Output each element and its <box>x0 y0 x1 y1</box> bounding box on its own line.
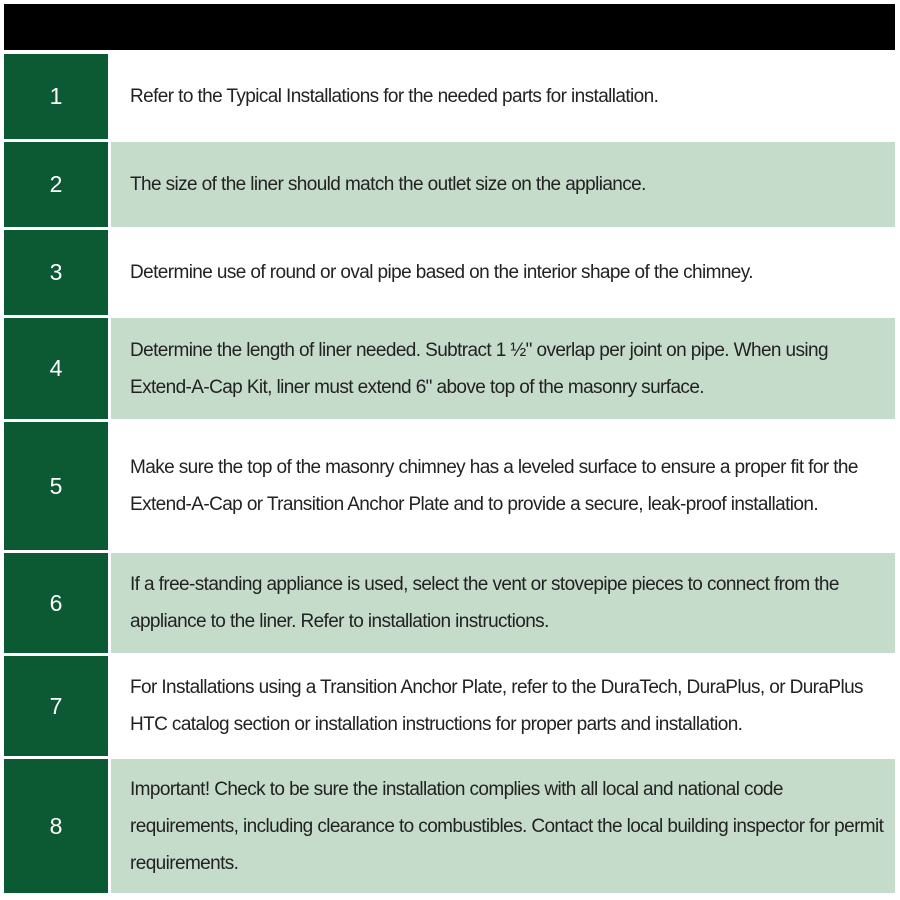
step-text: The size of the liner should match the outlet size on the appliance. <box>111 142 895 227</box>
step-number: 1 <box>4 54 111 139</box>
step-row-5 <box>4 422 895 553</box>
step-number: 7 <box>4 656 111 756</box>
step-row-7 <box>4 656 895 759</box>
step-text: Important! Check to be sure the installation complies with all local and national code requirements, including clearance to combustibles. Contact the local building inspector for permit requirements. <box>111 759 895 893</box>
step-row-3 <box>4 230 895 318</box>
step-number: 4 <box>4 318 111 419</box>
header-bar <box>4 4 895 50</box>
step-number: 6 <box>4 553 111 653</box>
step-text: Make sure the top of the masonry chimney has a leveled surface to ensure a proper fit for the Extend-A-Cap or Transition Anchor Plate and to provide a secure, leak-proof installation. <box>111 422 895 550</box>
step-row-4 <box>4 318 895 422</box>
step-text: If a free-standing appliance is used, select the vent or stovepipe pieces to connect from the appliance to the liner. Refer to installation instructions. <box>111 553 895 653</box>
step-number: 8 <box>4 759 111 893</box>
step-number: 2 <box>4 142 111 227</box>
steps-table <box>4 54 895 893</box>
step-text: Refer to the Typical Installations for the needed parts for installation. <box>111 54 895 139</box>
step-number: 5 <box>4 422 111 550</box>
step-text: Determine the length of liner needed. Subtract 1 ½" overlap per joint on pipe. When using Extend-A-Cap Kit, liner must extend 6" above top of the masonry surface. <box>111 318 895 419</box>
step-text: For Installations using a Transition Anchor Plate, refer to the DuraTech, DuraPlus, or DuraPlus HTC catalog section or installation instructions for proper parts and installation. <box>111 656 895 756</box>
step-row-8 <box>4 759 895 893</box>
step-row-6 <box>4 553 895 656</box>
step-row-1 <box>4 54 895 142</box>
step-row-2 <box>4 142 895 230</box>
step-number: 3 <box>4 230 111 315</box>
step-text: Determine use of round or oval pipe based on the interior shape of the chimney. <box>111 230 895 315</box>
